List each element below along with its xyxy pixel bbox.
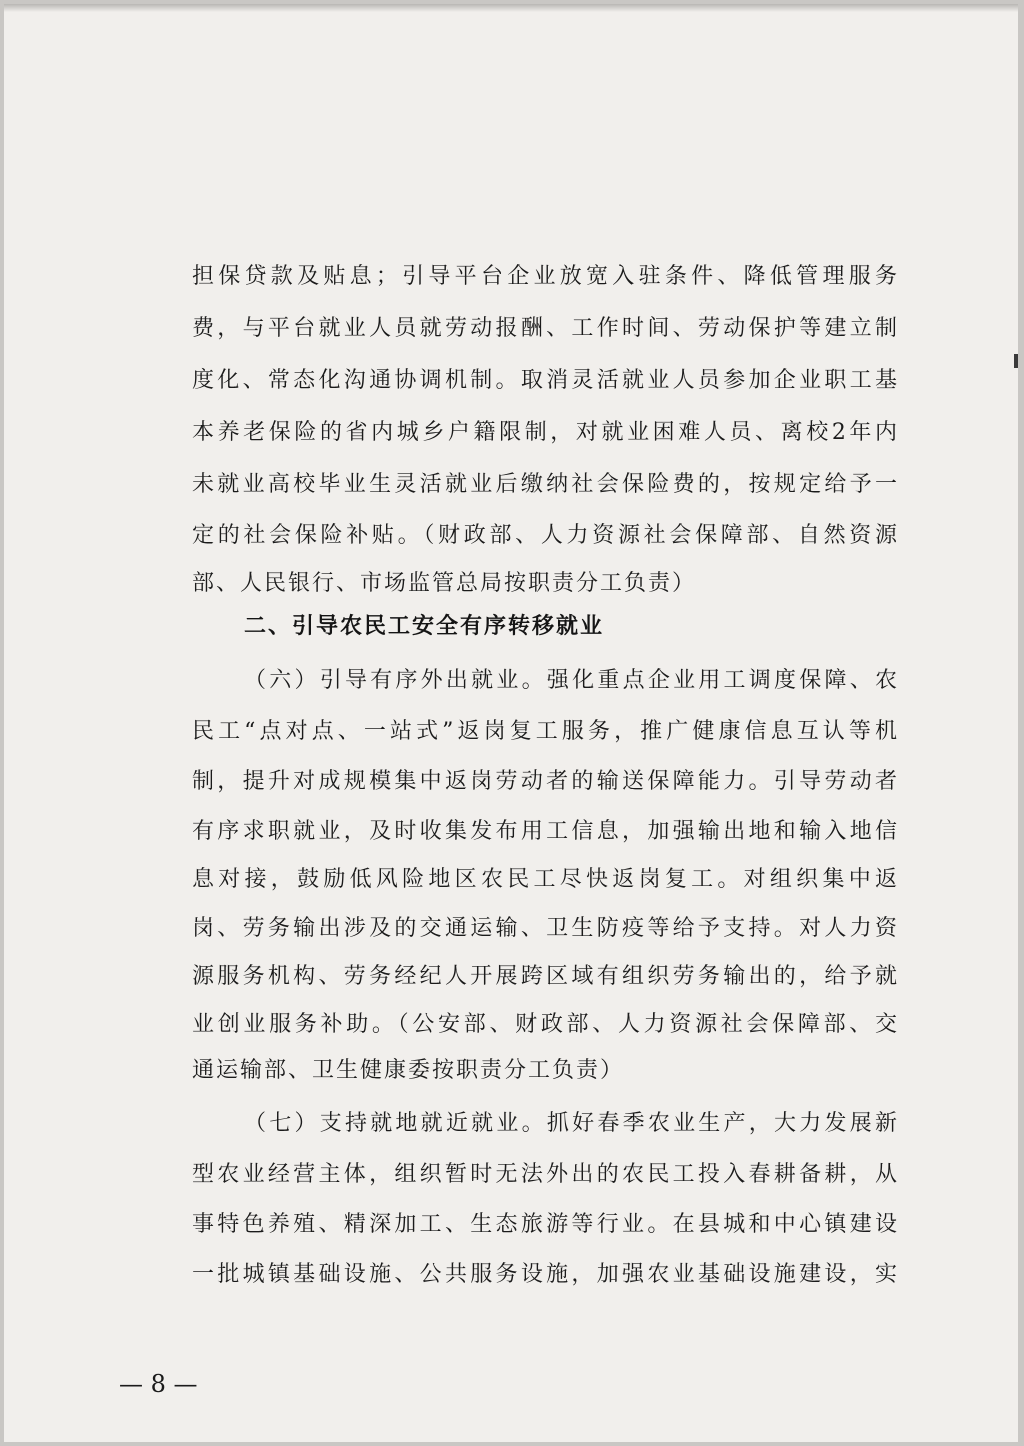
text-line: 型农业经营主体，组织暂时无法外出的农民工投入春耕备耕，从 [192,1162,897,1187]
text-line: 部、人民银行、市场监管总局按职责分工负责） [192,571,697,596]
page-number: — 8 — [119,1370,198,1398]
text-line: 费，与平台就业人员就劳动报酬、工作时间、劳动保护等建立制 [192,316,897,341]
text-line: 民工“点对点、一站式”返岗复工服务，推广健康信息互认等机 [192,719,897,744]
document-page [4,4,1018,1442]
text-line: 度化、常态化沟通协调机制。取消灵活就业人员参加企业职工基 [192,368,897,393]
text-line: 一批城镇基础设施、公共服务设施，加强农业基础设施建设，实 [192,1262,897,1287]
scan-edge [4,4,1018,12]
text-line: 事特色养殖、精深加工、生态旅游等行业。在县城和中心镇建设 [192,1212,897,1237]
text-line: 有序求职就业，及时收集发布用工信息，加强输出地和输入地信 [192,819,897,844]
text-line: 定的社会保险补贴。（财政部、人力资源社会保障部、自然资源 [192,523,897,548]
text-line: 制，提升对成规模集中返岗劳动者的输送保障能力。引导劳动者 [192,769,897,794]
text-line: 业创业服务补助。（公安部、财政部、人力资源社会保障部、交 [192,1012,897,1037]
paragraph-first-line: （六）引导有序外出就业。强化重点企业用工调度保障、农 [244,668,897,693]
text-line: 通运输部、卫生健康委按职责分工负责） [192,1058,625,1083]
text-line: 本养老保险的省内城乡户籍限制，对就业困难人员、离校2年内 [192,420,897,445]
text-line: 息对接，鼓励低风险地区农民工尽快返岗复工。对组织集中返 [192,867,897,892]
text-line: 岗、劳务输出涉及的交通运输、卫生防疫等给予支持。对人力资 [192,916,897,941]
text-line: 源服务机构、劳务经纪人开展跨区域有组织劳务输出的，给予就 [192,964,897,989]
paragraph-first-line: （七）支持就地就近就业。抓好春季农业生产，大力发展新 [244,1111,897,1136]
section-heading: 二、引导农民工安全有序转移就业 [244,614,605,639]
scan-mark [1014,354,1018,368]
text-line: 担保贷款及贴息；引导平台企业放宽入驻条件、降低管理服务 [192,264,897,289]
text-line: 未就业高校毕业生灵活就业后缴纳社会保险费的，按规定给予一 [192,472,897,497]
